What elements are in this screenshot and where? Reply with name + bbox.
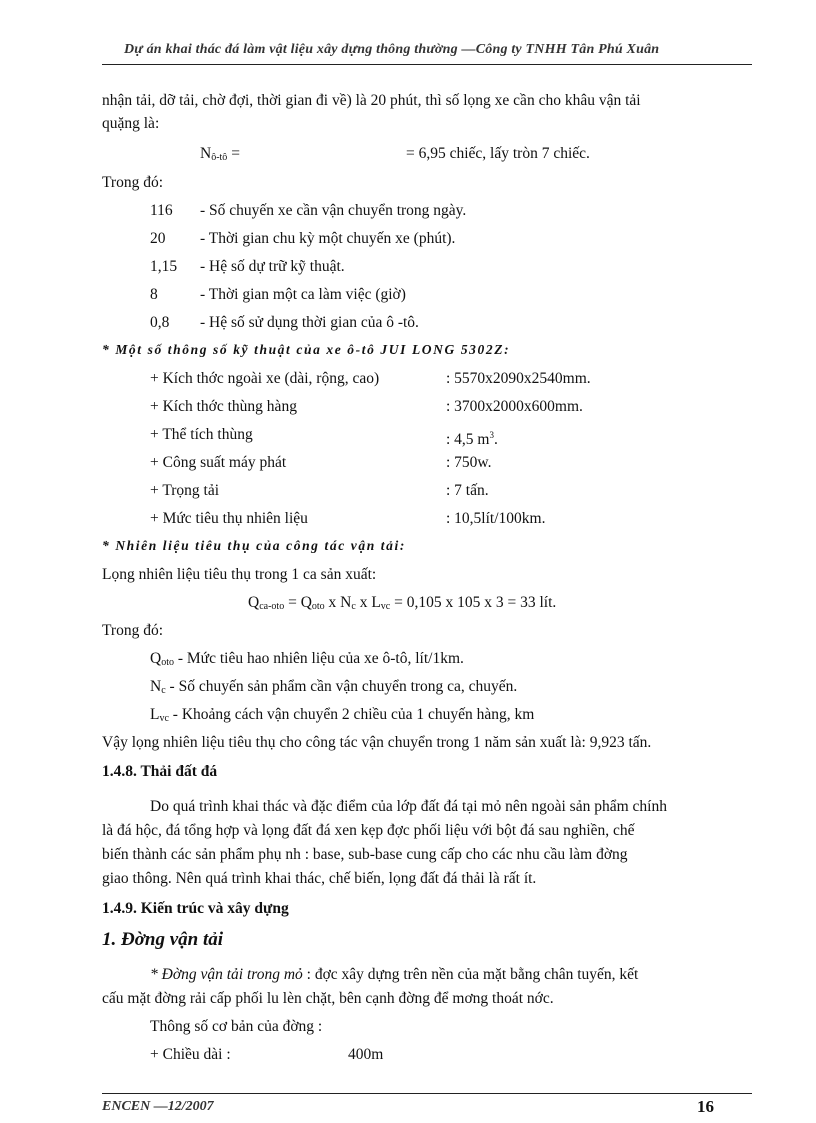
spec-value-tail: . [494,431,498,448]
param-desc: - Hệ số dự trữ kỹ thuật. [200,258,345,275]
road-lead: * Đờng vận tải trong mỏ [150,966,303,983]
param-desc: - Số chuyến xe cần vận chuyển trong ngày. [200,202,467,219]
def-desc: - Mức tiêu hao nhiên liệu của xe ô-tô, lít/1km. [173,650,464,667]
formula-q-sub: ca-oto [259,601,285,612]
def-desc: - Số chuyến sản phẩm cần vận chuyển trong ca, chuyến. [165,678,518,695]
road-line-2: cấu mặt đờng rải cấp phối lu lèn chặt, bên cạnh đờng để mơng thoát nớc. [102,990,554,1007]
def-item [150,704,534,730]
spec-label: + Công suất máy phát [150,454,287,471]
spec-value: : 5570x2090x2540mm. [446,370,591,387]
fuel-heading: * Nhiên liệu tiêu thụ của công tác vận tải: [102,538,406,553]
spec-label: + Mức tiêu thụ nhiên liệu [150,510,308,527]
header-rule [102,64,752,65]
intro-line-1: nhận tải, dỡ tải, chờ đợi, thời gian đi về) là 20 phút, thì số lọng xe cần cho khâu vận tải [102,92,641,109]
param-num: 116 [150,202,173,219]
def-sym: Q [150,650,162,667]
road-length-value: 400m [348,1046,384,1063]
formula-q2-sub: oto [311,601,325,612]
paragraph-line: biến thành các sản phẩm phụ nh : base, sub-base cung cấp cho các nhu cầu làm đờng [102,846,628,863]
param-desc: - Thời gian chu kỳ một chuyến xe (phút). [200,230,456,247]
formula-q: Q [248,594,260,611]
spec-label: + Kích thớc ngoài xe (dài, rộng, cao) [150,370,380,387]
road-paragraph-line-1 [150,964,638,986]
spec-label: + Thể tích thùng [150,426,253,443]
paragraph-line: Do quá trình khai thác và đặc điểm của lớp đất đá tại mỏ nên ngoài sản phẩm chính [150,798,667,815]
road-line-1: : đợc xây dựng trên nền của mặt bằng chân tuyến, kết [306,966,639,983]
fuel-total: Vậy lọng nhiên liệu tiêu thụ cho công tác vận chuyển trong 1 năm sản xuất là: 9,923 tấn. [102,734,652,751]
intro-line-2: quặng là: [102,115,160,132]
spec-value: : 7 tấn. [446,482,489,499]
formula-var: N [200,145,212,162]
formula-eq1: = Q [284,594,312,611]
def-sub: oto [161,657,174,668]
subsection-road-title: 1. Đờng vận tải [102,929,224,950]
where-label-2: Trong đó: [102,622,164,639]
spec-value: : 4,5 m [446,431,490,448]
formula-eq: = [231,145,240,162]
param-desc: - Hệ số sử dụng thời gian của ô -tô. [200,314,419,331]
footer-rule [102,1093,752,1094]
spec-value: : 3700x2000x600mm. [446,398,583,415]
paragraph-line: giao thông. Nên quá trình khai thác, chế biến, lọng đất đá thải là rất ít. [102,870,537,887]
def-sym: N [150,678,162,695]
road-params-label: Thông số cơ bản của đờng : [150,1018,323,1035]
formula-var-sub: ô-tô [211,152,228,163]
where-label-1: Trong đó: [102,174,164,191]
spec-value-volume [446,424,498,451]
spec-heading: * Một số thông số kỹ thuật của xe ô-tô JUI LONG 5302Z: [102,342,511,357]
formula-n-sub: c [351,601,356,612]
spec-label: + Kích thớc thùng hàng [150,398,297,415]
formula-l-sub: vc [380,601,391,612]
running-header: Dự án khai thác đá làm vật liệu xây dựng thông thường —Công ty TNHH Tân Phú Xuân [124,42,660,57]
param-num: 8 [150,286,158,303]
fuel-line: Lọng nhiên liệu tiêu thụ trong 1 ca sản xuất: [102,566,377,583]
spec-value: : 10,5lít/100km. [446,510,546,527]
def-sub: vc [159,713,169,724]
formula-x1: x N [324,594,352,611]
def-item [150,648,464,674]
spec-label: + Trọng tải [150,482,220,499]
def-desc: - Khoảng cách vận chuyển 2 chiều của 1 chuyến hàng, km [168,706,535,723]
param-num: 20 [150,230,166,247]
param-num: 0,8 [150,314,170,331]
formula-tail: = 0,105 x 105 x 3 = 33 lít. [390,594,557,611]
section-148-title: 1.4.8. Thải đất đá [102,763,218,780]
spec-value: : 750w. [446,454,492,471]
section-149-title: 1.4.9. Kiến trúc và xây dựng [102,900,289,917]
param-desc: - Thời gian một ca làm việc (giờ) [200,286,406,303]
def-item [150,676,517,702]
def-sub: c [161,685,166,696]
road-length-label: + Chiều dài : [150,1046,231,1063]
formula-x2: x L [355,594,381,611]
formula-fuel [248,592,556,618]
formula-vehicle-count [200,143,240,169]
page-number: 16 [697,1097,714,1116]
footer-left: ENCEN —12/2007 [102,1099,214,1114]
paragraph-line: là đá hộc, đá tổng hợp và lọng đất đá xen kẹp đợc phối liệu với bột đá sau nghiền, chế [102,822,635,839]
def-sym: L [150,706,160,723]
formula-result: = 6,95 chiếc, lấy tròn 7 chiếc. [406,145,590,162]
spec-value-sup: 3 [489,430,494,440]
param-num: 1,15 [150,258,178,275]
